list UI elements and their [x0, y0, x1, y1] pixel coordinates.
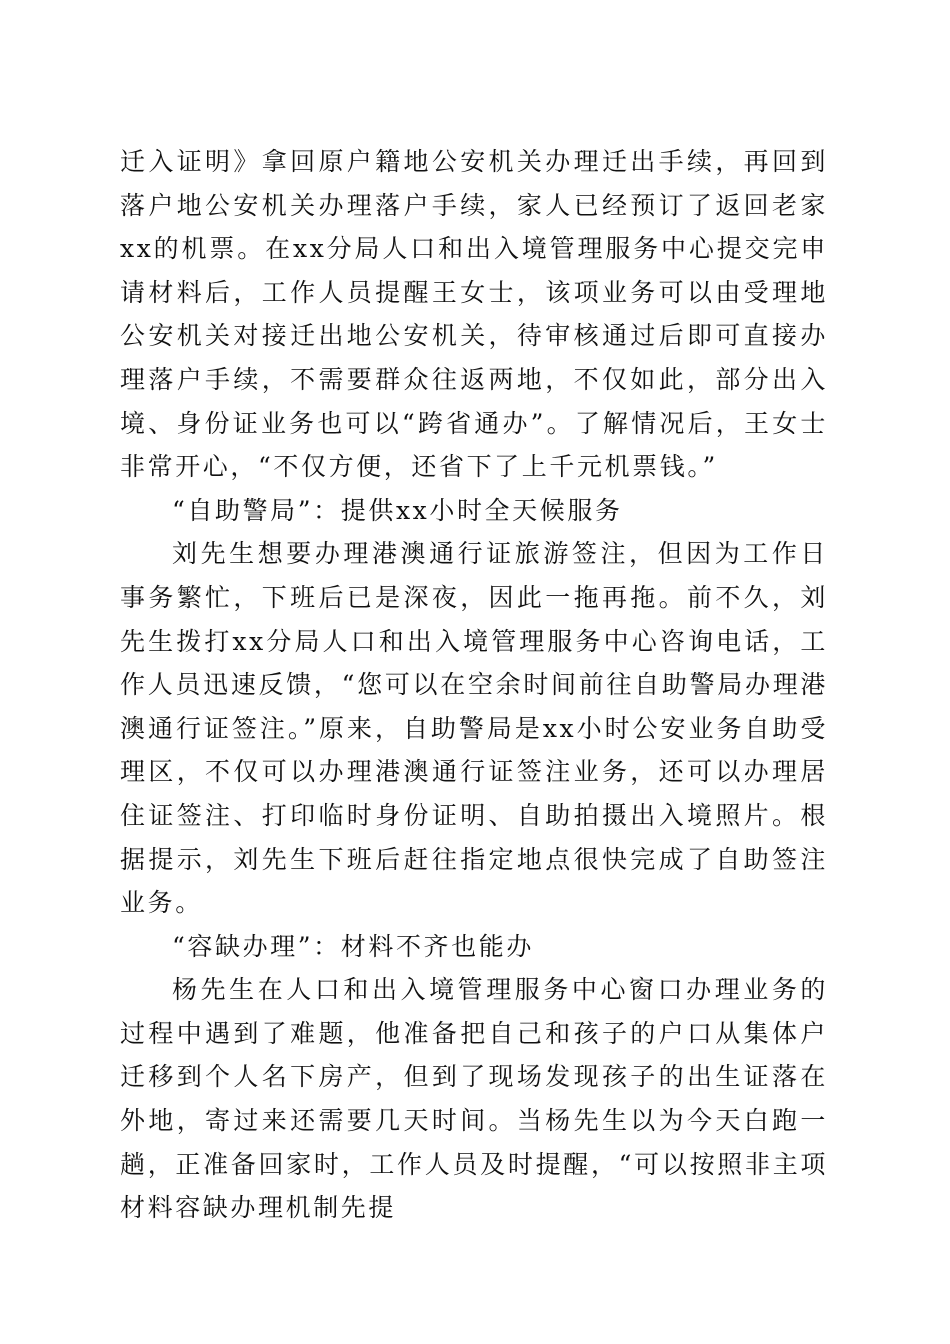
paragraph-self-service-police: 刘先生想要办理港澳通行证旅游签注，但因为工作日事务繁忙，下班后已是深夜，因此一拖再拖。前不久，刘先生拨打xx分局人口和出入境管理服务中心咨询电话，工作人员迅速反馈，“您可以在空余时间前往自助警局办理港澳通行证签注。”原来，自助警局是xx小时公安业务自助受理区，不仅可以办理港澳通行证签注业务，还可以办理居住证签注、打印临时身份证明、自助拍摄出入境照片。根据提示，刘先生下班后赶往指定地点很快完成了自助签注业务。 [120, 539, 828, 918]
paragraph-tolerance-processing: 杨先生在人口和出入境管理服务中心窗口办理业务的过程中遇到了难题，他准备把自己和孩子的户口从集体户迁移到个人名下房产，但到了现场发现孩子的出生证落在外地，寄过来还需要几天时间。当杨先生以为今天白跑一趟，正准备回家时，工作人员及时提醒，“可以按照非主项材料容缺办理机制先提 [120, 975, 828, 1223]
paragraph-continuation: 迁入证明》拿回原户籍地公安机关办理迁出手续，再回到落户地公安机关办理落户手续，家人已经预订了返回老家xx的机票。在xx分局人口和出入境管理服务中心提交完申请材料后，工作人员提醒王女士，该项业务可以由受理地公安机关对接迁出地公安机关，待审核通过后即可直接办理落户手续，不需要群众往返两地，不仅如此，部分出入境、身份证业务也可以“跨省通办”。了解情况后，王女士非常开心，“不仅方便，还省下了上千元机票钱。” [120, 147, 828, 482]
document-body [120, 140, 828, 1230]
section-heading-tolerance-processing: “容缺办理”：材料不齐也能办 [172, 931, 534, 961]
section-heading-self-service-police: “自助警局”：提供xx小时全天候服务 [172, 495, 623, 525]
